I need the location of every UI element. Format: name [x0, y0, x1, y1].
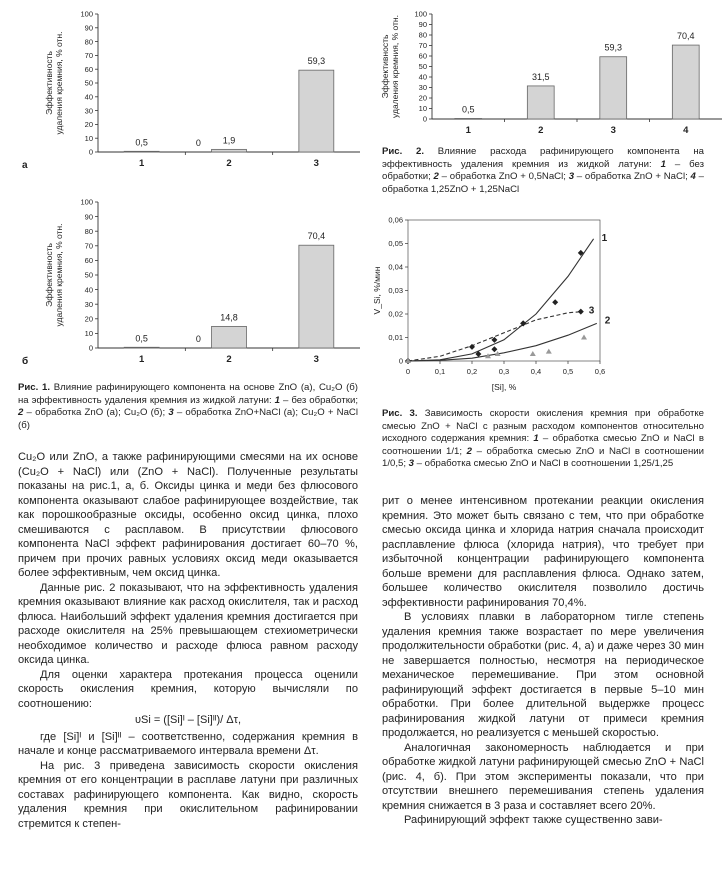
data-point — [578, 309, 584, 315]
y-tick-label: 60 — [84, 64, 93, 74]
y-tick-label: 50 — [418, 62, 427, 72]
left-paragraph-4: где [Si]ᴵ и [Si]ᴵᴵ – соответственно, содержания кремния в начале и конце рассматриваемого интервала времени Δτ. — [18, 730, 358, 757]
y-tick-label: 0 — [88, 343, 93, 353]
right-column-text — [382, 494, 704, 828]
y-tick-label: 70 — [84, 51, 93, 61]
x-tick-label: 3 — [313, 354, 319, 365]
figure-2-caption — [382, 146, 704, 196]
series-label: 2 — [604, 315, 611, 327]
figure-2-caption-text: Влияние расхода рафинирующего компонента на эффективность удаления кремния из жидкой латуни: — [382, 146, 704, 170]
bar-data-label: 0,5 — [135, 333, 148, 344]
figure-1-caption-text: Влияние рафинирующего компонента на основе ZnO (а), Cu₂O (б) на эффективность удаления кремния из жидкой латуни: — [18, 382, 359, 406]
y-tick-label: 100 — [80, 9, 93, 19]
figure-1b-chart — [0, 188, 360, 366]
caption-item-text: – обработка смесью ZnO и NaCl в соотношении 1,25/1,25 — [414, 458, 674, 470]
y-tick-label: 10 — [418, 104, 427, 114]
y-tick-label: 10 — [84, 329, 93, 339]
left-column-text — [18, 450, 358, 831]
y-tick-label: 0 — [422, 114, 427, 124]
data-point — [546, 349, 552, 354]
bar-data-label: 59,3 — [307, 56, 326, 67]
bar-extra-label: 0 — [195, 334, 201, 344]
x-tick-label: 4 — [683, 125, 689, 136]
x-tick-label: 3 — [313, 158, 319, 169]
y-tick-label: 40 — [418, 72, 427, 82]
bar-data-label: 1,9 — [222, 135, 236, 146]
y-tick-label: 100 — [414, 9, 427, 19]
bar — [455, 118, 482, 119]
figure-3-chart — [370, 208, 722, 400]
bar — [212, 326, 247, 348]
x-tick-label: 2 — [226, 354, 232, 365]
velocity-formula: υSi = ([Si]ᴵ – [Si]ᴵᴵ)/ Δτ, — [134, 714, 242, 726]
y-tick-label: 90 — [418, 20, 427, 30]
y-tick-label: 40 — [84, 92, 93, 102]
caption-item-num: 4 — [690, 171, 696, 183]
bar-data-label: 0,5 — [135, 137, 148, 148]
x-tick-label: 0,4 — [530, 367, 542, 376]
caption-item-num: 2 — [433, 171, 439, 183]
bar — [212, 149, 247, 152]
caption-item-text: – обработка ZnO+NaCl (а); Cu₂O + NaCl (б) — [18, 407, 358, 431]
caption-item-text: – обработка ZnO + 0,5NaCl; — [438, 171, 569, 183]
y-tick-label: 80 — [84, 37, 93, 47]
data-point — [581, 335, 587, 340]
series-label: 3 — [588, 305, 595, 317]
y-tick-label: 30 — [418, 83, 427, 93]
figure-2-chart — [370, 0, 722, 142]
bar-data-label: 0,5 — [461, 104, 475, 115]
right-paragraph-4: Рафинирующий эффект также существенно зави- — [404, 814, 663, 826]
y-tick-label: 90 — [84, 212, 93, 222]
y-tick-label: 20 — [84, 120, 93, 130]
series-label: 1 — [601, 232, 608, 244]
y-axis-label: Эффективность — [44, 51, 54, 115]
right-paragraph-2: В условиях плавки в лабораторном тигле степень удаления кремния также возрастает по мере увеличения продолжительности обработки (рис. 4, а) и даже через 30 мин не завершается полностью, несмотря на периодическое механическое перемешивание. При этом основной рафинирующий эффект достигается в первые 5–10 мин обработки. При более длительной выдержке процесс рафинирования жидкой латуни от примеси кремния продолжается, но реализуется с меньшей скоростью. — [382, 611, 704, 739]
caption-item-num: 1 — [274, 394, 280, 406]
caption-item-num: 1 — [533, 433, 539, 445]
y-tick-label: 100 — [80, 197, 93, 207]
data-point — [530, 351, 536, 356]
bar — [299, 70, 334, 152]
y-tick-label: 50 — [84, 78, 93, 88]
x-tick-label: 1 — [139, 158, 145, 169]
y-axis-label: Эффективность — [380, 34, 390, 99]
caption-item-num: 3 — [568, 171, 575, 183]
x-tick-label: 1 — [139, 354, 145, 365]
left-paragraph-2: Данные рис. 2 показывают, что на эффективность удаления кремния оказывают влияние как расход окислителя, так и расход флюса. Наибольший эффект удаления кремния достигается при расходе окислителя на 25% превышающем стехиометрически необходимое количество и расходе флюса равном расходу оксида цинка. — [18, 581, 358, 666]
y-tick-label: 70 — [418, 41, 427, 51]
data-point — [491, 346, 497, 352]
y-tick-label: 0 — [88, 147, 93, 157]
bar — [124, 347, 159, 348]
bar — [299, 245, 334, 348]
bar-data-label: 14,8 — [220, 312, 238, 323]
bar — [672, 45, 699, 119]
caption-item-text: – обработка ZnO (а); Cu₂O (б); — [23, 407, 169, 419]
left-paragraph-3: Для оценки характера протекания процесса оценили скорость окисления кремния, которую вычисляли по соотношению: — [18, 668, 358, 710]
figure-1-caption-num: Рис. 1. — [18, 382, 51, 393]
y-tick-label: 90 — [84, 23, 93, 33]
caption-item-num: 2 — [466, 445, 472, 457]
series-line-3 — [408, 312, 581, 361]
y-tick-label: 70 — [84, 241, 93, 251]
figure-3-caption-num: Рис. 3. — [382, 408, 418, 419]
series-line-1 — [408, 239, 594, 361]
caption-item-text: – обработка смесью ZnO и NaCl в соотношении 1/0,5; — [382, 445, 705, 470]
bar — [124, 151, 159, 152]
y-axis-label: удаления кремния, % отн. — [54, 31, 64, 135]
y-tick-label: 20 — [418, 93, 427, 103]
panel-label: б — [22, 356, 29, 367]
right-paragraph-1: рит о менее интенсивном протекании реакции окисления кремния. Это может быть связано с тем, что при обработке смесью оксида цинка и хлорида натрия сначала происходит расплавление флюса (хлорида натрия), что требует при избыточной концентрации рафинирующего компонента больше времени для расплавления флюса. Однако затем, большее количество окислителя позволило достичь эффективности рафинирования 70,4%. — [382, 495, 704, 609]
x-tick-label: 0,1 — [434, 367, 446, 376]
panel-label: а — [22, 160, 28, 171]
caption-item-text: – без обработки; — [280, 394, 358, 406]
caption-item-text: – обработка ZnO + NaCl; — [574, 171, 691, 183]
caption-item-text: – обработка смесью ZnO и NaCl в соотношении 1/1; — [382, 433, 704, 457]
caption-item-num: 2 — [18, 407, 24, 419]
x-tick-label: 3 — [610, 125, 616, 136]
left-paragraph-1: Cu₂O или ZnO, а также рафинирующими смесями на их основе (Cu₂O + NaCl) или (ZnO + NaCl). Полученные результаты показаны на рис.1, а, б. Оксиды цинка и меди без флюсового компонента оказывают слабое рафинирующее воздействие, так как порошкообразные оксиды, особенно оксид цинка, плохо смешиваются с расплавом. В присутствии флюсового компонента NaCl эффект рафинирования достигает 60–70 %, причем при прочих равных условиях оксид меди оказывается более эффективным, чем оксид цинка. — [18, 451, 358, 579]
right-paragraph-3: Аналогичная закономерность наблюдается и при обработке жидкой латуни рафинирующей смесью ZnO + NaCl (рис. 4, б). При этом эксперименты показали, что при отсутствии внешнего перемешивания степень удаления кремния снижается в 3 раза и составляет всего 20%. — [382, 741, 704, 812]
y-tick-label: 10 — [84, 133, 93, 143]
y-axis-label: Эффективность — [44, 243, 54, 307]
series-line-2 — [408, 323, 597, 361]
x-tick-label: 0,6 — [594, 367, 606, 376]
y-tick-label: 0,03 — [388, 286, 403, 296]
y-tick-label: 40 — [84, 285, 93, 295]
bar-extra-label: 0 — [195, 138, 201, 148]
y-axis-label: V_Si, %/мин — [372, 266, 382, 315]
figure-3-caption-text: Зависимость скорости окисления кремния при обработке смесью ZnO + NaCl с разным расходом компонентов относительно исходного содержания кремния: — [382, 408, 704, 445]
caption-item-text: – без обработки; — [382, 158, 705, 183]
y-tick-label: 60 — [418, 51, 427, 61]
bar-data-label: 31,5 — [531, 71, 550, 82]
caption-item-num: 3 — [408, 458, 415, 470]
bar-data-label: 59,3 — [604, 42, 623, 53]
x-axis-label: [Si], % — [491, 382, 517, 392]
y-axis-label: удаления кремния, % отн. — [390, 15, 400, 118]
y-tick-label: 50 — [84, 270, 93, 280]
figure-1-caption — [18, 382, 358, 432]
x-tick-label: 2 — [538, 125, 544, 136]
y-tick-label: 30 — [84, 106, 93, 116]
figure-3-caption — [382, 408, 704, 471]
y-tick-label: 0,02 — [388, 309, 403, 319]
y-tick-label: 30 — [84, 299, 93, 309]
y-tick-label: 0,05 — [388, 239, 403, 249]
y-tick-label: 0 — [398, 356, 403, 366]
x-tick-label: 1 — [465, 125, 471, 136]
bar — [600, 57, 627, 119]
y-tick-label: 0,01 — [388, 333, 403, 343]
x-tick-label: 0,3 — [498, 367, 510, 376]
y-tick-label: 80 — [84, 226, 93, 236]
x-tick-label: 0,5 — [562, 367, 574, 376]
bar-data-label: 70,4 — [676, 31, 695, 42]
x-tick-label: 2 — [226, 158, 232, 169]
bar — [527, 86, 554, 119]
data-point — [552, 299, 558, 305]
y-tick-label: 20 — [84, 314, 93, 324]
x-tick-label: 0,2 — [466, 367, 478, 376]
y-axis-label: удаления кремния, % отн. — [54, 223, 64, 327]
caption-item-text: – обработка 1,25ZnO + 1,25NaCl — [382, 171, 704, 195]
y-tick-label: 60 — [84, 256, 93, 266]
left-paragraph-5: На рис. 3 приведена зависимость скорости окисления кремния от его концентрации в расплаве латуни при различных составах рафинирующего компонента. Как видно, скорость удаления кремния при окислительном рафинировании стремится к степен- — [18, 759, 358, 830]
y-tick-label: 80 — [418, 30, 427, 40]
figure-1a-chart — [0, 0, 360, 171]
bar-data-label: 70,4 — [307, 231, 326, 242]
figure-2-caption-num: Рис. 2. — [382, 146, 425, 157]
x-tick-label: 0 — [405, 367, 411, 376]
y-tick-label: 0,04 — [388, 262, 403, 272]
caption-item-num: 1 — [660, 158, 666, 170]
y-tick-label: 0,06 — [388, 215, 403, 225]
caption-item-num: 3 — [168, 407, 174, 419]
